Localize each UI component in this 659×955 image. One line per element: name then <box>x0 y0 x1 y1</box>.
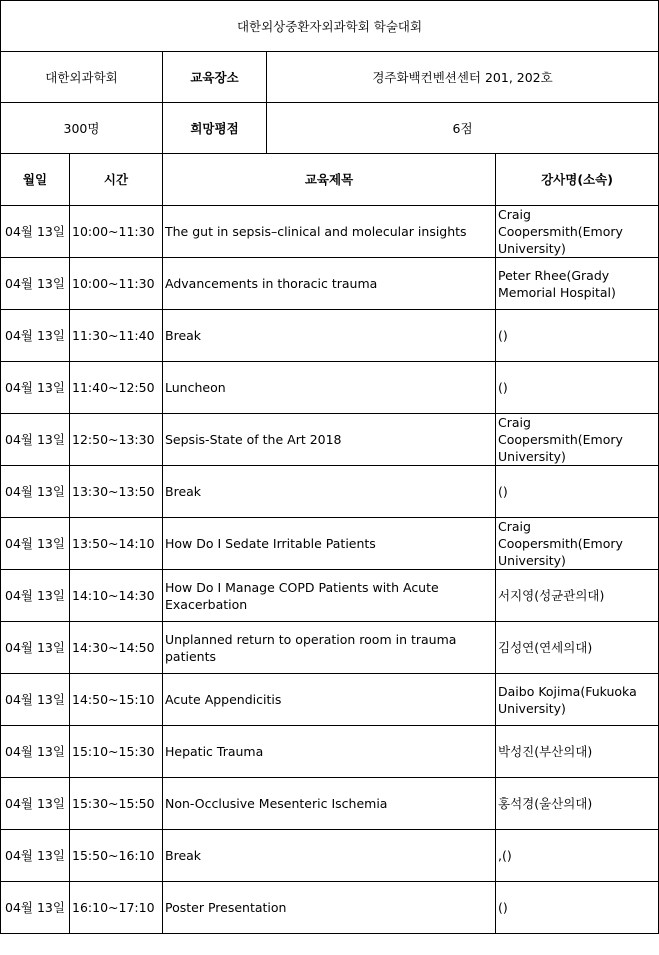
session-topic: Acute Appendicitis <box>163 674 496 726</box>
session-time: 14:10~14:30 <box>70 570 163 622</box>
session-date: 04월 13일 <box>1 206 70 258</box>
session-speaker: 서지영(성균관의대) <box>496 570 659 622</box>
session-topic: Non-Occlusive Mesenteric Ischemia <box>163 778 496 830</box>
title-row <box>1 1 659 52</box>
venue-label: 교육장소 <box>163 52 267 103</box>
table-row <box>1 414 659 466</box>
session-date: 04월 13일 <box>1 622 70 674</box>
table-row <box>1 362 659 414</box>
session-time: 13:30~13:50 <box>70 466 163 518</box>
session-time: 15:30~15:50 <box>70 778 163 830</box>
session-date: 04월 13일 <box>1 778 70 830</box>
session-topic: Break <box>163 830 496 882</box>
session-date: 04월 13일 <box>1 362 70 414</box>
session-date: 04월 13일 <box>1 414 70 466</box>
session-speaker: Peter Rhee(Grady Memorial Hospital) <box>496 258 659 310</box>
session-time: 11:40~12:50 <box>70 362 163 414</box>
table-row <box>1 778 659 830</box>
session-time: 11:30~11:40 <box>70 310 163 362</box>
session-date: 04월 13일 <box>1 310 70 362</box>
session-time: 14:50~15:10 <box>70 674 163 726</box>
capacity: 300명 <box>1 103 163 154</box>
session-topic: Hepatic Trauma <box>163 726 496 778</box>
session-topic: Unplanned return to operation room in trauma patients <box>163 622 496 674</box>
info-row-capacity <box>1 103 659 154</box>
session-date: 04월 13일 <box>1 518 70 570</box>
session-speaker: Craig Coopersmith(Emory University) <box>496 206 659 258</box>
rating-label: 희망평점 <box>163 103 267 154</box>
session-topic: Sepsis-State of the Art 2018 <box>163 414 496 466</box>
session-date: 04월 13일 <box>1 830 70 882</box>
table-row <box>1 622 659 674</box>
session-speaker: ,() <box>496 830 659 882</box>
header-speaker: 강사명(소속) <box>496 154 659 206</box>
session-time: 13:50~14:10 <box>70 518 163 570</box>
session-topic: The gut in sepsis–clinical and molecular insights <box>163 206 496 258</box>
session-speaker: 박성진(부산의대) <box>496 726 659 778</box>
session-date: 04월 13일 <box>1 258 70 310</box>
session-time: 10:00~11:30 <box>70 206 163 258</box>
session-time: 15:50~16:10 <box>70 830 163 882</box>
table-row <box>1 882 659 934</box>
table-row <box>1 310 659 362</box>
session-speaker: Craig Coopersmith(Emory University) <box>496 414 659 466</box>
session-time: 16:10~17:10 <box>70 882 163 934</box>
session-speaker: Craig Coopersmith(Emory University) <box>496 518 659 570</box>
session-time: 15:10~15:30 <box>70 726 163 778</box>
table-row <box>1 674 659 726</box>
table-row <box>1 570 659 622</box>
table-row <box>1 466 659 518</box>
session-speaker: () <box>496 882 659 934</box>
header-time: 시간 <box>70 154 163 206</box>
session-speaker: () <box>496 362 659 414</box>
session-topic: How Do I Sedate Irritable Patients <box>163 518 496 570</box>
event-title: 대한외상중환자외과학회 학술대회 <box>1 1 659 52</box>
session-speaker: 홍석경(울산의대) <box>496 778 659 830</box>
session-speaker: 김성연(연세의대) <box>496 622 659 674</box>
session-date: 04월 13일 <box>1 570 70 622</box>
session-time: 14:30~14:50 <box>70 622 163 674</box>
venue-value: 경주화백컨벤션센터 201, 202호 <box>267 52 659 103</box>
session-date: 04월 13일 <box>1 882 70 934</box>
session-topic: How Do I Manage COPD Patients with Acute Exacerbation <box>163 570 496 622</box>
session-date: 04월 13일 <box>1 466 70 518</box>
table-row <box>1 258 659 310</box>
session-topic: Poster Presentation <box>163 882 496 934</box>
header-date: 월일 <box>1 154 70 206</box>
session-date: 04월 13일 <box>1 726 70 778</box>
table-row <box>1 830 659 882</box>
rating-value: 6점 <box>267 103 659 154</box>
session-date: 04월 13일 <box>1 674 70 726</box>
session-topic: Break <box>163 466 496 518</box>
header-row <box>1 154 659 206</box>
table-row <box>1 726 659 778</box>
table-row <box>1 206 659 258</box>
table-row <box>1 518 659 570</box>
session-topic: Break <box>163 310 496 362</box>
header-topic: 교육제목 <box>163 154 496 206</box>
session-speaker: () <box>496 310 659 362</box>
session-time: 12:50~13:30 <box>70 414 163 466</box>
session-time: 10:00~11:30 <box>70 258 163 310</box>
session-speaker: Daibo Kojima(Fukuoka University) <box>496 674 659 726</box>
session-speaker: () <box>496 466 659 518</box>
organizer: 대한외과학회 <box>1 52 163 103</box>
info-row-venue <box>1 52 659 103</box>
session-topic: Advancements in thoracic trauma <box>163 258 496 310</box>
session-topic: Luncheon <box>163 362 496 414</box>
